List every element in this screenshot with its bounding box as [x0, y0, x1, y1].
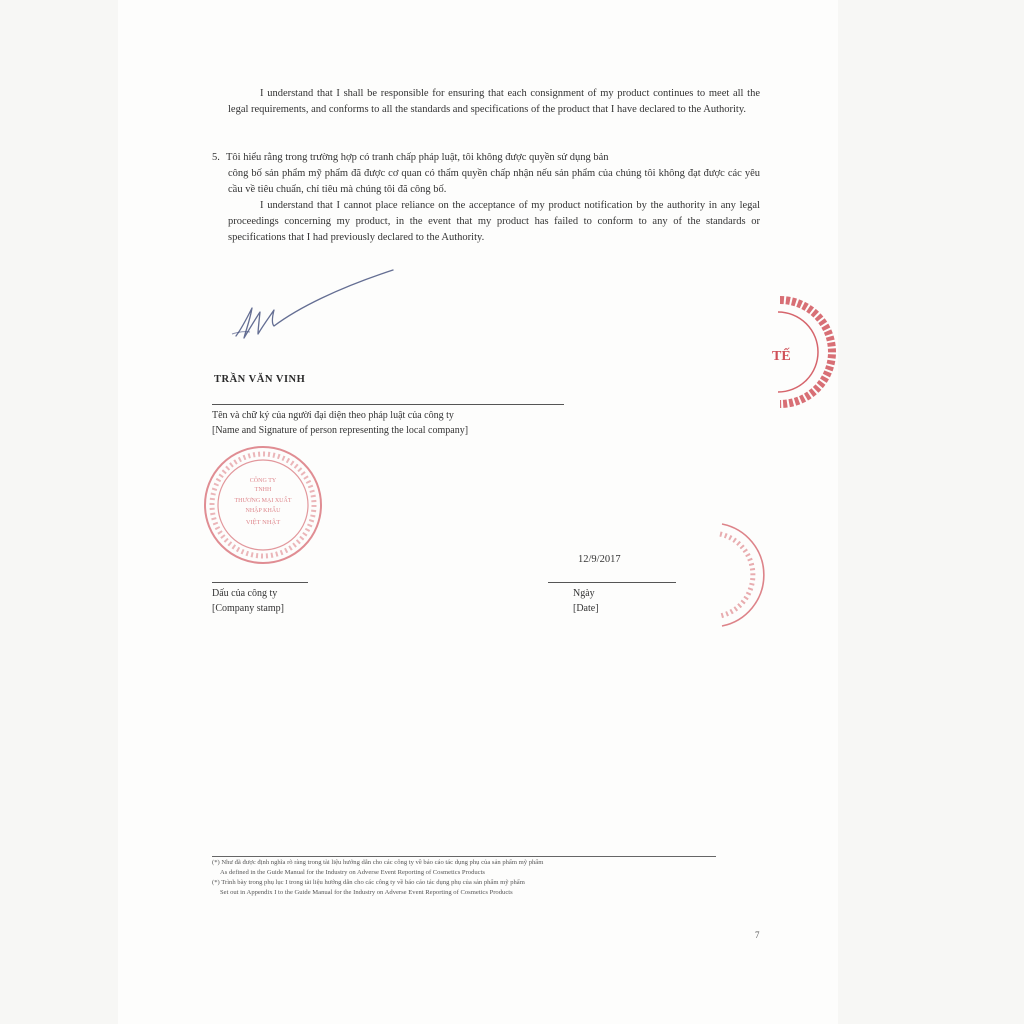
partial-stamp-top	[768, 294, 838, 410]
signer-label	[212, 408, 468, 438]
signer-label-english: [Name and Signature of person representing the local company]	[212, 425, 469, 436]
company-stamp-line-3: THƯƠNG MẠI XUẤT	[234, 498, 292, 504]
date-label-vietnamese: Ngày	[573, 588, 595, 599]
paragraph-5-vietnamese	[212, 150, 760, 198]
partial-stamp-top-text: TẾ	[772, 349, 791, 364]
footnote-1-english: As defined in the Guide Manual for the Industry on Adverse Event Reporting of Cosmetics Products	[220, 869, 485, 876]
footnote-2-english: Set out in Appendix I to the Guide Manual for the Industry on Adverse Event Reporting of Cosmetics Products	[220, 889, 513, 896]
company-stamp-line-5: VIỆT NHẬT	[245, 519, 281, 526]
paragraph-responsibility: I understand that I shall be responsible for ensuring that each consignment of my product continues to meet all the legal requirements, and conforms to all the standards and specifications of the product that I have declared to the Authority.	[228, 88, 760, 115]
stamp-label	[212, 586, 284, 616]
footnote-1-vietnamese: (*) Như đã được định nghĩa rõ ràng trong tài liệu hướng dẫn cho các công ty về báo cáo tác dụng phụ của sản phẩm mỹ phẩm	[212, 859, 544, 866]
paragraph-5-english: I understand that I cannot place reliance on the acceptance of my product notification by the authority in any legal proceedings concerning my product, in the event that my product has failed to conform to any of the standards or specifications that I had previously declared to the Authority.	[228, 200, 760, 243]
signer-label-vietnamese: Tên và chữ ký của người đại diện theo pháp luật của công ty	[212, 410, 454, 421]
footnote-separator	[212, 856, 716, 857]
company-stamp	[202, 444, 324, 566]
stamp-line	[212, 582, 308, 583]
date-label	[573, 586, 599, 616]
page-number: 7	[755, 930, 760, 940]
handwritten-signature	[228, 268, 398, 348]
footnote-2-vietnamese: (*) Trình bày trong phụ lục I trong tài liệu hướng dẫn cho các công ty về báo cáo tác dụng phụ của sản phẩm mỹ phẩm	[212, 879, 525, 886]
paragraph-5-vietnamese-rest: công bố sản phẩm mỹ phẩm đã được cơ quan có thẩm quyền chấp nhận nếu sản phẩm của chúng tôi không đạt được các yêu cầu về tiêu chuẩn, chỉ tiêu mà chúng tôi đã công bố.	[228, 168, 760, 195]
stamp-label-vietnamese: Dấu của công ty	[212, 588, 278, 599]
paragraph-number: 5.	[212, 152, 220, 163]
date-value: 12/9/2017	[578, 554, 621, 565]
footnotes	[212, 858, 772, 898]
signature-line	[212, 404, 564, 405]
paragraph-5-vietnamese-first: Tôi hiểu rằng trong trường hợp có tranh chấp pháp luật, tôi không được quyền sử dụng bản	[226, 152, 609, 163]
stamp-label-english: [Company stamp]	[212, 603, 284, 614]
document-page	[118, 0, 838, 1024]
company-stamp-line-1: CÔNG TY	[249, 478, 277, 484]
partial-stamp-seal	[716, 520, 766, 630]
signer-name: TRẦN VĂN VINH	[214, 374, 306, 385]
date-label-english: [Date]	[573, 603, 599, 614]
company-stamp-line-2: TNHH	[254, 487, 272, 493]
company-stamp-line-4: NHẬP KHẨU	[245, 508, 281, 514]
date-line	[548, 582, 676, 583]
